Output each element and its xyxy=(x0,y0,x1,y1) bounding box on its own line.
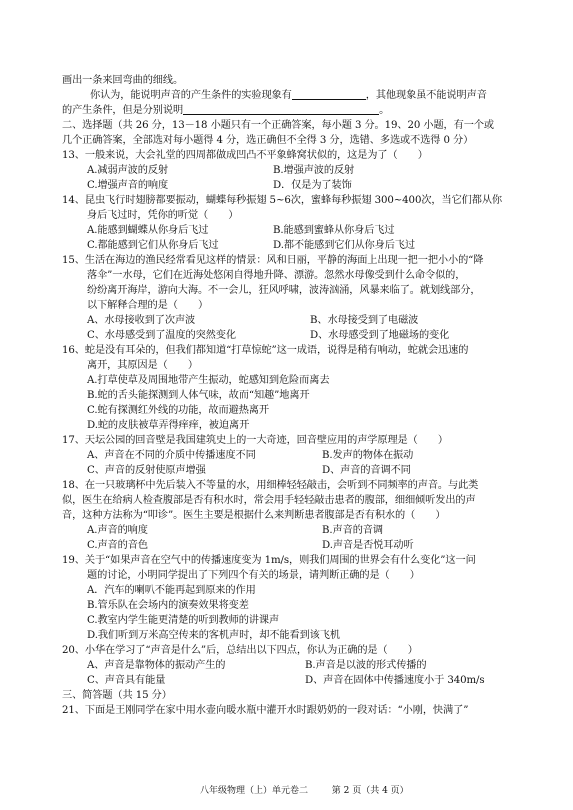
option-a[interactable]: A．汽车的喇叭不能再起到原来的作用 xyxy=(87,585,256,596)
text-fragment: 。 xyxy=(379,105,390,116)
question-stem: 18、在一只玻璃杯中先后装入不等量的水，用细棒轻轻敲击，会听到不同频率的声音。与此类 xyxy=(62,480,479,491)
question-stem: 20、小华在学习了“声音是什么”后，总结出以下四点，你认为正确的是（ ） xyxy=(62,645,418,656)
option-b[interactable]: B.声音的音调 xyxy=(322,525,383,536)
question-stem: 题的讨论，小明同学提出了下列四个有关的场景，请判断正确的是（ ） xyxy=(87,570,420,581)
text-fragment: 你认为，能说明声音的产生条件的实验现象有 xyxy=(90,90,292,101)
text-fragment: 的产生条件，但是分别说明 xyxy=(62,105,184,116)
option-c[interactable]: C.增强声音的响度 xyxy=(87,180,169,191)
question-stem: 落伞”一水母，它们在近海处悠闲自得地升降、漂游。忽然水母像受到什么命令似的， xyxy=(87,270,466,281)
text-fragment: ，其他现象虽不能说明声音 xyxy=(365,90,487,101)
question-stem: 16、蛇是没有耳朵的，但我们都知道“打草惊蛇”这一成语，说得是稍有响动，蛇就会迅速的 xyxy=(62,345,469,356)
question-stem: 19、关于“如果声音在空气中的传播速度变为 1m/s，则我们周围的世界会有什么变化”这一问 xyxy=(62,555,476,566)
option-b[interactable]: B、水母接受到了电磁波 xyxy=(310,315,419,326)
option-c[interactable]: C.教室内学生能更清楚的听到教师的讲课声 xyxy=(87,615,280,626)
option-a[interactable]: A.能感到蝴蝶从你身后飞过 xyxy=(87,225,209,236)
option-c[interactable]: C、水母感受到了温度的突然变化 xyxy=(87,330,236,341)
question-stem: 17、天坛公园的回音壁是我国建筑史上的一大奇迹，回音壁应用的声学原理是（ ） xyxy=(62,435,448,446)
question-stem: 纷纷离开海岸，游向大海。不一会儿，狂风呼啸，波涛汹涌，风暴来临了。就划线部分， xyxy=(87,285,481,296)
footer-title: 八年级物理（上）单元卷二 xyxy=(200,786,309,796)
option-a[interactable]: A.减弱声波的反射 xyxy=(87,165,169,176)
section-heading: 二、选择题（共 26 分，13－18 小题只有一个正确答案，每小题 3 分。19、20 小题，有一个或 xyxy=(62,120,494,131)
question-stem: 15、生活在海边的渔民经常看见这样的情景：风和日丽，平静的海面上出现一把一把小小的“降 xyxy=(62,255,484,266)
question-stem: 音，这种方法称为“叩诊”。医生主要是根据什么来判断患者腹部是否有积水的（ ） xyxy=(62,510,446,521)
option-a[interactable]: A、水母接收到了次声波 xyxy=(87,315,196,326)
question-stem: 似，医生在给病人检查腹部是否有积水时，常会用手轻轻敲击患者的腹部，细细倾听发出的声 xyxy=(62,495,476,506)
option-b[interactable]: B.管乐队在会场内的演奏效果将变差 xyxy=(87,600,249,611)
option-d[interactable]: D、声音的音调不同 xyxy=(322,465,411,476)
option-d[interactable]: D.蛇的皮肤被草弄得痒痒，被迫离开 xyxy=(87,420,250,431)
option-b[interactable]: B.蛇的舌头能探测到人体气味，故而“知趣”地离开 xyxy=(87,390,310,401)
answer-blank[interactable] xyxy=(183,104,379,115)
option-c[interactable]: C、声音具有能量 xyxy=(87,675,166,686)
question-stem: 21、下面是王刚同学在家中用水壶向暖水瓶中灌开水时跟奶奶的一段对话：“小刚，快满了” xyxy=(62,705,469,716)
option-b[interactable]: B.增强声波的反射 xyxy=(273,165,355,176)
option-c[interactable]: C.蛇有探测红外线的功能，故而避热离开 xyxy=(87,405,269,416)
option-b[interactable]: B.声音是以波的形式传播的 xyxy=(305,660,427,671)
option-d[interactable]: D．仅是为了装饰 xyxy=(273,180,352,191)
option-c[interactable]: C、声音的反射使原声增强 xyxy=(87,465,206,476)
text-line xyxy=(90,89,487,103)
page-footer xyxy=(200,783,409,796)
option-a[interactable]: A、声音在不同的介质中传播速度不同 xyxy=(87,450,256,461)
option-b[interactable]: B.能感到蜜蜂从你身后飞过 xyxy=(273,225,395,236)
question-stem: 离开，其原因是（ ） xyxy=(87,360,198,371)
option-a[interactable]: A.声音的响度 xyxy=(87,525,148,536)
page-number: 第 2 页（共 4 页） xyxy=(331,786,409,796)
option-c[interactable]: C.都能感到它们从你身后飞过 xyxy=(87,240,219,251)
option-d[interactable]: D、水母感受到了地磁场的变化 xyxy=(310,330,450,341)
option-d[interactable]: D、声音在固体中传播速度小于 340m/s xyxy=(305,675,485,686)
option-c[interactable]: C.声音的音色 xyxy=(87,540,148,551)
text-line xyxy=(62,104,389,118)
option-a[interactable]: A.打草使草及周围地带产生振动，蛇感知到危险而离去 xyxy=(87,375,330,386)
option-b[interactable]: B.发声的物体在振动 xyxy=(322,450,414,461)
option-d[interactable]: D.我们听到万米高空传来的客机声时，却不能看到该飞机 xyxy=(87,630,340,641)
option-d[interactable]: D.声音是否悦耳动听 xyxy=(322,540,414,551)
option-d[interactable]: D.都不能感到它们从你身后飞过 xyxy=(273,240,415,251)
section-heading: 几个正确答案，全部选对每小题得 4 分，选正确但不全得 3 分，选错、多选或不选得 0 分） xyxy=(62,135,474,146)
question-stem: 14、昆虫飞行时翅膀都要振动，蝴蝶每秒振翅 5~6次，蜜蜂每秒振翅 300~400次，当它们都从你 xyxy=(62,195,503,206)
option-a[interactable]: A、声音是靠物体的振动产生的 xyxy=(87,660,226,671)
answer-blank[interactable] xyxy=(292,89,366,100)
question-stem: 以下解释合理的是（ ） xyxy=(87,300,209,311)
section-heading: 三、简答题（共 15 分） xyxy=(62,690,172,701)
question-stem: 身后飞过时，凭你的听觉（ ） xyxy=(87,210,239,221)
text-line: 画出一条来回弯曲的细线。 xyxy=(62,75,184,86)
question-stem: 13、一般来说，大会礼堂的四周都做成凹凸不平象蜂窝状似的，这是为了（ ） xyxy=(62,150,428,161)
